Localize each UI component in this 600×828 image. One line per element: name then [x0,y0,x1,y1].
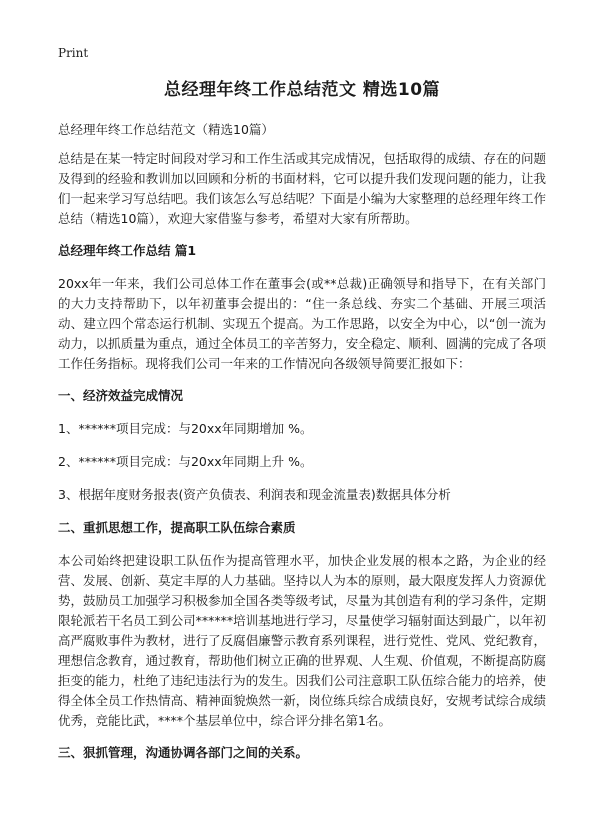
article-intro-paragraph: 20xx年一年来，我们公司总体工作在董事会(或**总裁)正确领导和指导下，在有关部门的大力支持帮助下，以年初董事会提出的：“住一条总线、夯实二个基础、开展三项活动、建立四个常态运行机制、实现五个提高。为工作思路，以安全为中心，以“创一流为动力，以抓质量为重点，通过全体员工的辛苦努力，安全稳定、顺利、圆满的完成了各项工作任务指标。现将我们公司一年来的工作情况向各级领导简要汇报如下： [58,276,546,371]
article-heading: 总经理年终工作总结 篇1 [58,243,197,258]
section1-heading: 一、经济效益完成情况 [58,388,184,403]
section2-paragraph: 本公司始终把建设职工队伍作为提高管理水平，加快企业发展的根本之路，为企业的经营、发展、创新、莫定丰厚的人力基础。坚持以人为本的原则，最大限度发挥人力资源优势，鼓励员工加强学习积极参加全国各类等级考试，尽量为其创造有利的学习条件，定期限轮派若干名员工到公司******培训基地进行学习，尽量使学习辐射面达到最广，以年初高严腐败事件为教材，进行了反腐倡廉警示教育系列课程，进行党性、党风、党纪教育，理想信念教育，通过教育，帮助他们树立正确的世界观、人生观、价值观，不断提高防腐拒变的能力，杜绝了违纪违法行为的发生。因我们公司注意职工队伍综合能力的培养，使得全体全员工作热情高、精神面貌焕然一新，岗位练兵综合成绩良好，安规考试综合成绩优秀，竞能比武，****个基层单位中，综合评分排名第1名。 [58,553,546,728]
intro-paragraph: 总结是在某一特定时间段对学习和工作生活或其完成情况，包括取得的成绩、存在的问题及得到的经验和教训加以回顾和分析的书面材料，它可以提升我们发现问题的能力，让我们一起来学习写总结吧。我们该怎么写总结呢？下面是小编为大家整理的总经理年终工作总结（精选10篇），欢迎大家借鉴与参考，希望对大家有所帮助。 [58,151,546,226]
section1-item: 1、******项目完成：与20xx年同期增加 %。 [58,421,313,436]
section1-item: 3、根据年度财务报表(资产负债表、利润表和现金流量表)数据具体分析 [58,487,451,502]
page-title: 总经理年终工作总结范文 精选10篇 [163,80,441,100]
section3-heading: 三、狠抓管理，沟通协调各部门之间的关系。 [58,745,309,760]
section2-heading: 二、重抓思想工作，提高职工队伍综合素质 [58,520,296,535]
section1-item: 2、******项目完成：与20xx年同期上升 %。 [58,454,313,469]
document-subtitle: 总经理年终工作总结范文（精选10篇） [58,122,274,137]
print-link[interactable]: Print [58,46,89,60]
document-body [58,78,546,776]
